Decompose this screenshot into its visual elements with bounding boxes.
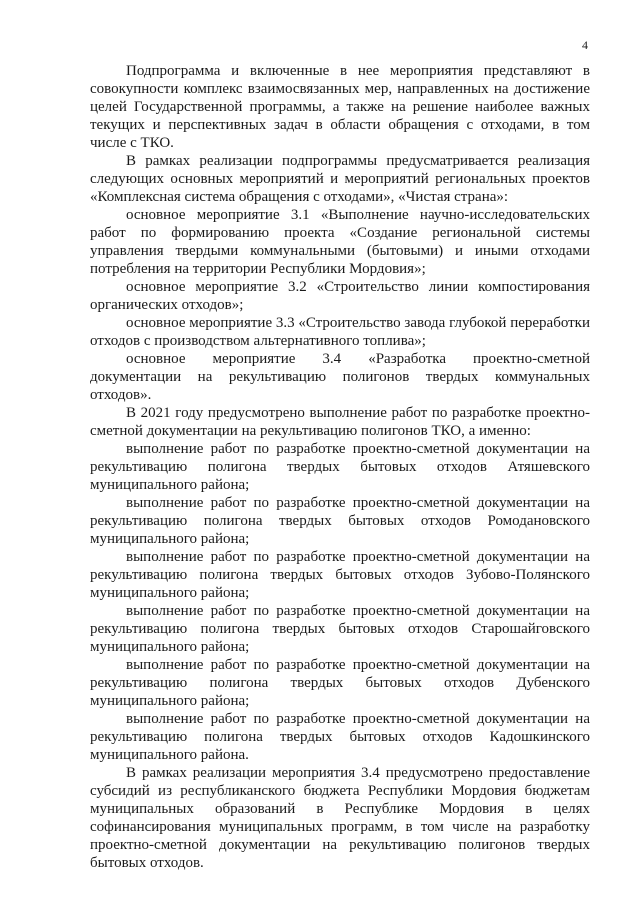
paragraph-activity-3-4: основное мероприятие 3.4 «Разработка проектно-сметной документации на рекультивацию полигонов твердых коммунальных отходов». xyxy=(90,351,590,403)
paragraph-work-romodanovo: выполнение работ по разработке проектно-сметной документации на рекультивацию полигона твердых бытовых отходов Ромодановского муниципального района; xyxy=(90,495,590,547)
paragraph-work-atyashevo: выполнение работ по разработке проектно-сметной документации на рекультивацию полигона твердых бытовых отходов Атяшевского муниципального района; xyxy=(90,441,590,493)
paragraph-2021-works: В 2021 году предусмотрено выполнение работ по разработке проектно-сметной документации на рекультивацию полигонов ТКО, а именно: xyxy=(90,405,590,439)
paragraph-work-dubenki: выполнение работ по разработке проектно-сметной документации на рекультивацию полигона твердых бытовых отходов Дубенского муниципального района; xyxy=(90,657,590,709)
paragraph-activities-intro: В рамках реализации подпрограммы предусматривается реализация следующих основных мероприятий и мероприятий региональных проектов «Комплексная система обращения с отходами», «Чистая страна»: xyxy=(90,153,590,205)
paragraph-activity-3-1: основное мероприятие 3.1 «Выполнение научно-исследовательских работ по формированию проекта «Создание региональной системы управления твердыми коммунальными (бытовыми) и иными отходами потребления на территории Республики Мордовия»; xyxy=(90,207,590,277)
paragraph-activity-3-3: основное мероприятие 3.3 «Строительство завода глубокой переработки отходов с производством альтернативного топлива»; xyxy=(90,315,590,349)
page-number: 4 xyxy=(582,38,588,52)
document-body xyxy=(90,62,590,872)
paragraph-work-kadoshkino: выполнение работ по разработке проектно-сметной документации на рекультивацию полигона твердых бытовых отходов Кадошкинского муниципального района. xyxy=(90,711,590,763)
paragraph-activity-3-2: основное мероприятие 3.2 «Строительство линии компостирования органических отходов»; xyxy=(90,279,590,313)
paragraph-intro: Подпрограмма и включенные в нее мероприятия представляют в совокупности комплекс взаимосвязанных мер, направленных на достижение целей Государственной программы, а также на решение наиболее важных текущих и перспективных задач в области обращения с отходами, в том числе с ТКО. xyxy=(90,63,590,151)
paragraph-work-zubova-polyana: выполнение работ по разработке проектно-сметной документации на рекультивацию полигона твердых бытовых отходов Зубово-Полянского муниципального района; xyxy=(90,549,590,601)
paragraph-work-staroshaygovo: выполнение работ по разработке проектно-сметной документации на рекультивацию полигона твердых бытовых отходов Старошайговского муниципального района; xyxy=(90,603,590,655)
paragraph-subsidies: В рамках реализации мероприятия 3.4 предусмотрено предоставление субсидий из республиканского бюджета Республики Мордовия бюджетам муниципальных образований в Республике Мордовия в целях софинансирования муниципальных программ, в том числе на разработку проектно-сметной документации на рекультивацию полигонов твердых бытовых отходов. xyxy=(90,765,590,871)
